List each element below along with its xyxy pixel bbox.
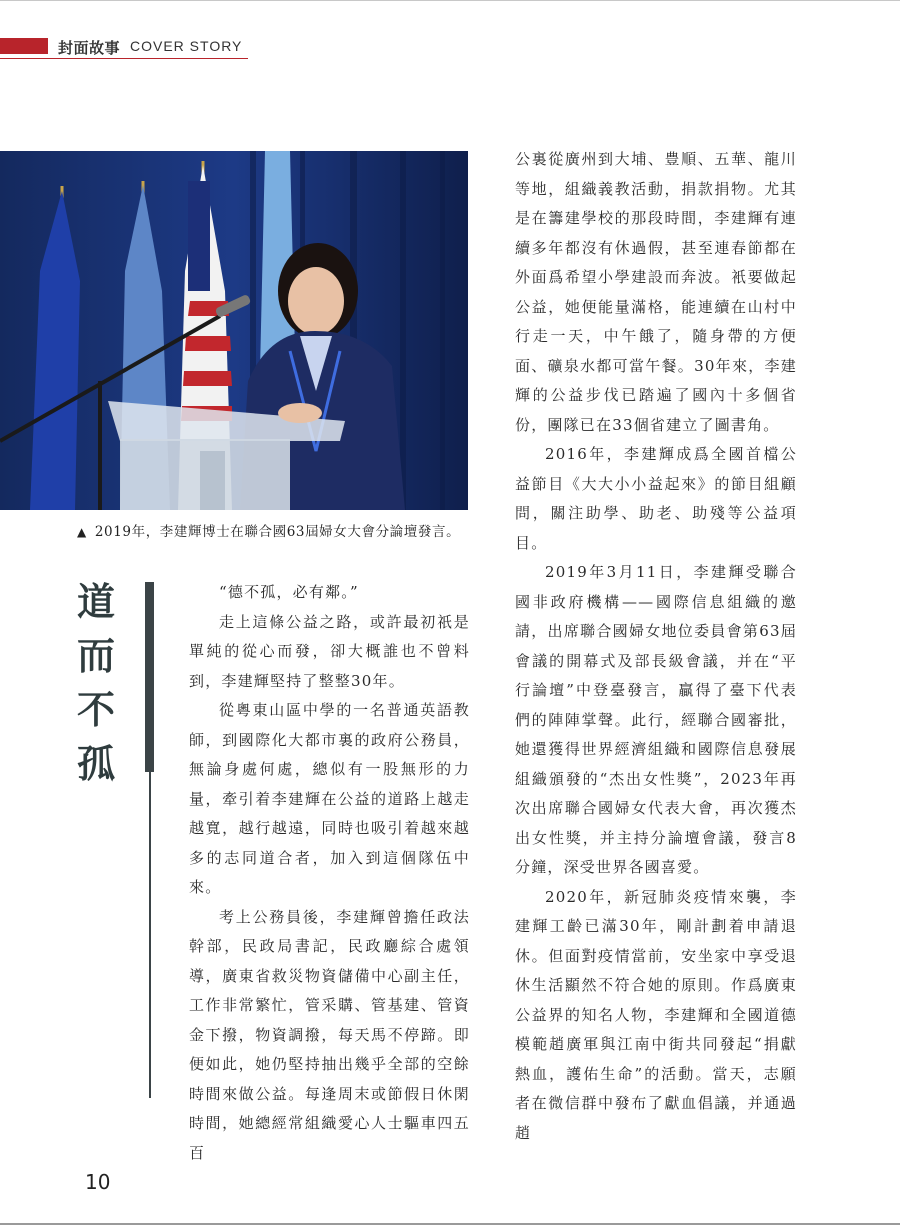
paragraph: 2020年，新冠肺炎疫情來襲，李建輝工齡已滿30年，剛計劃着申請退休。但面對疫情當前，安坐家中享受退休生活顯然不符合她的原則。作爲廣東公益界的知名人物，李建輝和全國道德模範趙廣軍與江南中街共同發起“捐獻熱血，護佑生命”的活動。當天，志願者在微信群中發布了獻血倡議，并通過趙 — [515, 887, 797, 1142]
paragraph: 2016年，李建輝成爲全國首檔公益節目《大大小小益起來》的節目組顧問，關注助學、助老、助殘等公益項目。 — [515, 445, 797, 552]
paragraph: “德不孤，必有鄰。” — [219, 583, 359, 601]
page-number: 10 — [85, 1170, 111, 1194]
section-underline — [0, 58, 248, 59]
section-title-en: COVER STORY — [130, 38, 243, 54]
paragraph: 公裏從廣州到大埔、豊順、五華、龍川等地，組織義教活動，捐款捐物。尤其是在籌建學校的那段時間，李建輝有連續多年都沒有休過假，甚至連春節都在外面爲希望小學建設而奔波。衹要做起公益，她便能量滿格，能連續在山村中行走一天，中午餓了，隨身帶的方便面、礦泉水都可當午餐。30年來，李建輝的公益步伐已踏遍了國內十多個省份，團隊已在33個省建立了圖書角。 — [515, 150, 797, 434]
vertical-heading — [66, 580, 126, 796]
caption-text: 2019年，李建輝博士在聯合國63屆婦女大會分論壇發言。 — [94, 524, 461, 540]
right-column — [515, 145, 797, 1148]
bottom-rule — [0, 1223, 900, 1225]
column-divider-line — [149, 772, 151, 1098]
paragraph: 2019年3月11日，李建輝受聯合國非政府機構——國際信息組織的邀請，出席聯合國婦女地位委員會第63屆會議的開幕式及部長級會議，并在“平行論壇”中登臺發言，贏得了臺下代表們的陣陣掌聲。此行，經聯合國審批，她還獲得世界經濟組織和國際信息發展組織頒發的“杰出女性獎”，2023年再次出席聯合國婦女代表大會，再次獲杰出女性獎，并主持分論壇會議，發言8分鐘，深受世界各國喜愛。 — [515, 563, 797, 876]
section-header — [0, 38, 248, 58]
speaker-photo — [0, 151, 468, 510]
top-rule — [0, 0, 900, 1]
heading-char: 不 — [76, 687, 115, 732]
paragraph: 考上公務員後，李建輝曾擔任政法幹部，民政局書記，民政廳綜合處領導，廣東省救災物資儲備中心副主任，工作非常繁忙，管采購、管基建、管資金下撥，物資調撥，每天馬不停蹄。即便如此，她仍堅持抽出幾乎全部的空餘時間來做公益。每逢周末或節假日休閑時間，她總經常組織愛心人士驅車四五百 — [189, 907, 470, 1162]
heading-char: 而 — [76, 633, 115, 678]
section-color-bar — [0, 38, 48, 54]
middle-column — [189, 578, 470, 1168]
triangle-icon: ▲ — [77, 525, 87, 539]
section-title-zh: 封面故事 — [58, 39, 121, 57]
heading-char: 道 — [76, 579, 115, 624]
paragraph: 從粵東山區中學的一名普通英語教師，到國際化大都市裏的政府公務員，無論身處何處，總似有一股無形的力量，牽引着李建輝在公益的道路上越走越寬，越行越遠，同時也吸引着越來越多的志同道合者，加入到這個隊伍中來。 — [189, 701, 470, 896]
heading-char: 孤 — [76, 741, 115, 786]
photo-caption — [77, 520, 460, 540]
heading-accent-bar — [145, 582, 154, 772]
paragraph: 走上這條公益之路，或許最初祇是單純的從心而發，卻大概誰也不曾料到，李建輝堅持了整整30年。 — [189, 612, 470, 690]
